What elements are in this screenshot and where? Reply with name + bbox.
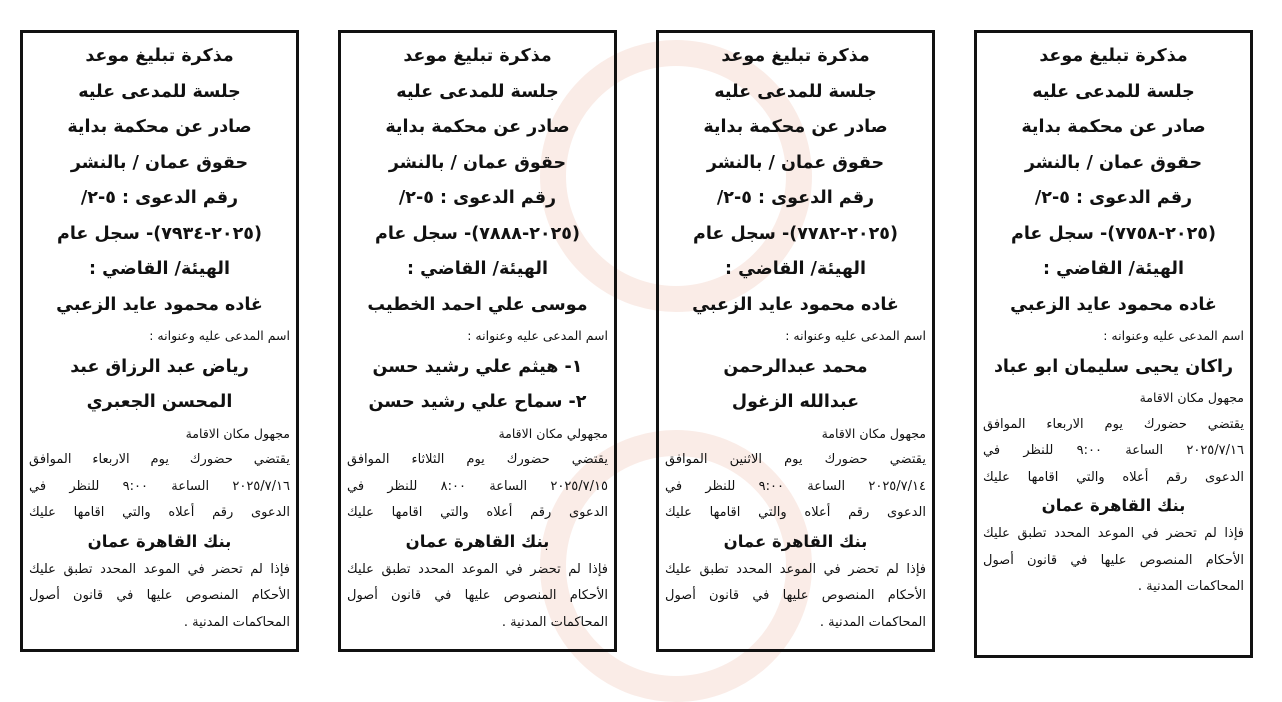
defendant-label: اسم المدعى عليه وعنوانه : xyxy=(149,328,290,343)
court-line-2: حقوق عمان / بالنشر xyxy=(706,152,885,173)
notice-title: مذكرة تبليغ موعد xyxy=(1039,46,1188,66)
defendant-label: اسم المدعى عليه وعنوانه : xyxy=(467,328,608,343)
defendant-label: اسم المدعى عليه وعنوانه : xyxy=(1103,328,1244,343)
defendant-name: رياض عبد الرزاق عبد xyxy=(70,356,249,377)
summons-line: يقتضي حضورك يوم الاربعاء الموافق xyxy=(29,452,290,467)
summons-line: ٢٠٢٥/٧/١٦ الساعة ٩:٠٠ للنظر في xyxy=(29,478,290,494)
defendant-name: ١- هيثم علي رشيد حسن xyxy=(372,356,583,377)
case-number: (٢٠٢٥-٧٨٨٨)- سجل عام xyxy=(375,223,580,244)
case-number: (٢٠٢٥-٧٧٥٨)- سجل عام xyxy=(1011,223,1216,244)
court-line-2: حقوق عمان / بالنشر xyxy=(70,152,249,173)
notice-subtitle: جلسة للمدعى عليه xyxy=(714,81,877,102)
footer-line: الأحكام المنصوص عليها في قانون أصول xyxy=(665,588,926,603)
summons-line: يقتضي حضورك يوم الاثنين الموافق xyxy=(665,452,926,467)
case-label: رقم الدعوى : ٥-٢/ xyxy=(398,188,557,208)
summons-line: ٢٠٢٥/٧/١٥ الساعة ٨:٠٠ للنظر في xyxy=(347,478,608,494)
defendant-label: اسم المدعى عليه وعنوانه : xyxy=(785,328,926,343)
notice-subtitle: جلسة للمدعى عليه xyxy=(1032,81,1195,102)
address-status: مجهول مكان الاقامة xyxy=(1139,390,1244,405)
address-status: مجهول مكان الاقامة xyxy=(185,425,290,441)
summons-line: يقتضي حضورك يوم الاربعاء الموافق xyxy=(983,416,1244,432)
footer-line: فإذا لم تحضر في الموعد المحدد تطبق عليك xyxy=(29,561,290,577)
case-number: (٢٠٢٥-٧٧٨٢)- سجل عام xyxy=(693,223,898,244)
footer-line: المحاكمات المدنية . xyxy=(183,614,290,630)
notice-2 xyxy=(656,30,935,652)
summons-line: ٢٠٢٥/٧/١٤ الساعة ٩:٠٠ للنظر في xyxy=(665,478,926,494)
judge-name: موسى علي احمد الخطيب xyxy=(367,294,588,315)
panel-label: الهيئة/ القاضي : xyxy=(1043,259,1184,279)
address-status: مجهولي مكان الاقامة xyxy=(498,425,608,441)
footer-line: الأحكام المنصوص عليها في قانون أصول xyxy=(983,552,1244,568)
notice-1 xyxy=(974,30,1253,658)
summons-line: يقتضي حضورك يوم الثلاثاء الموافق xyxy=(347,452,608,467)
summons-line: الدعوى رقم أعلاه والتي اقامها عليك xyxy=(665,505,926,520)
notice-subtitle: جلسة للمدعى عليه xyxy=(78,81,241,102)
case-label: رقم الدعوى : ٥-٢/ xyxy=(1034,188,1193,208)
notice-3 xyxy=(338,30,617,652)
notice-4 xyxy=(20,30,299,652)
footer-line: فإذا لم تحضر في الموعد المحدد تطبق عليك xyxy=(347,561,608,577)
court-line: صادر عن محكمة بداية xyxy=(67,117,252,137)
plaintiff-name: بنك القاهرة عمان xyxy=(1041,496,1186,515)
panel-label: الهيئة/ القاضي : xyxy=(89,259,230,279)
footer-line: فإذا لم تحضر في الموعد المحدد تطبق عليك xyxy=(665,561,926,577)
court-line: صادر عن محكمة بداية xyxy=(385,117,570,137)
notice-subtitle: جلسة للمدعى عليه xyxy=(396,81,559,102)
notice-title: مذكرة تبليغ موعد xyxy=(403,46,552,66)
plaintiff-name: بنك القاهرة عمان xyxy=(723,531,868,551)
address-status: مجهول مكان الاقامة xyxy=(821,425,926,441)
defendant-name: عبدالله الزغول xyxy=(731,392,860,412)
court-line-2: حقوق عمان / بالنشر xyxy=(1024,152,1203,173)
notice-title: مذكرة تبليغ موعد xyxy=(721,46,870,66)
summons-line: الدعوى رقم أعلاه والتي اقامها عليك xyxy=(347,505,608,520)
footer-line: الأحكام المنصوص عليها في قانون أصول xyxy=(29,588,290,603)
court-line: صادر عن محكمة بداية xyxy=(703,117,888,137)
case-number: (٢٠٢٥-٧٩٣٤)- سجل عام xyxy=(57,223,262,244)
panel-label: الهيئة/ القاضي : xyxy=(725,259,866,279)
judge-name: غاده محمود عايد الزعبي xyxy=(1010,294,1217,315)
case-label: رقم الدعوى : ٥-٢/ xyxy=(80,188,239,208)
case-label: رقم الدعوى : ٥-٢/ xyxy=(716,188,875,208)
court-line: صادر عن محكمة بداية xyxy=(1021,117,1206,137)
plaintiff-name: بنك القاهرة عمان xyxy=(87,531,232,551)
summons-line: ٢٠٢٥/٧/١٦ الساعة ٩:٠٠ للنظر في xyxy=(983,443,1244,458)
footer-line: الأحكام المنصوص عليها في قانون أصول xyxy=(347,588,608,603)
plaintiff-name: بنك القاهرة عمان xyxy=(405,531,550,551)
judge-name: غاده محمود عايد الزعبي xyxy=(692,294,899,315)
defendant-name: المحسن الجعبري xyxy=(86,392,233,412)
court-line-2: حقوق عمان / بالنشر xyxy=(388,152,567,173)
footer-line: المحاكمات المدنية . xyxy=(501,614,608,630)
defendant-name: محمد عبدالرحمن xyxy=(723,356,868,377)
footer-line: المحاكمات المدنية . xyxy=(819,614,926,630)
judge-name: غاده محمود عايد الزعبي xyxy=(56,294,263,315)
footer-line: فإذا لم تحضر في الموعد المحدد تطبق عليك xyxy=(983,526,1244,541)
defendant-name: راكان يحيى سليمان ابو عباد xyxy=(993,356,1234,377)
notice-title: مذكرة تبليغ موعد xyxy=(85,46,234,66)
panel-label: الهيئة/ القاضي : xyxy=(407,259,548,279)
summons-line: الدعوى رقم أعلاه والتي اقامها عليك xyxy=(983,469,1244,485)
footer-line: المحاكمات المدنية . xyxy=(1137,579,1244,594)
summons-line: الدعوى رقم أعلاه والتي اقامها عليك xyxy=(29,505,290,520)
defendant-name: ٢- سماح علي رشيد حسن xyxy=(368,392,587,412)
